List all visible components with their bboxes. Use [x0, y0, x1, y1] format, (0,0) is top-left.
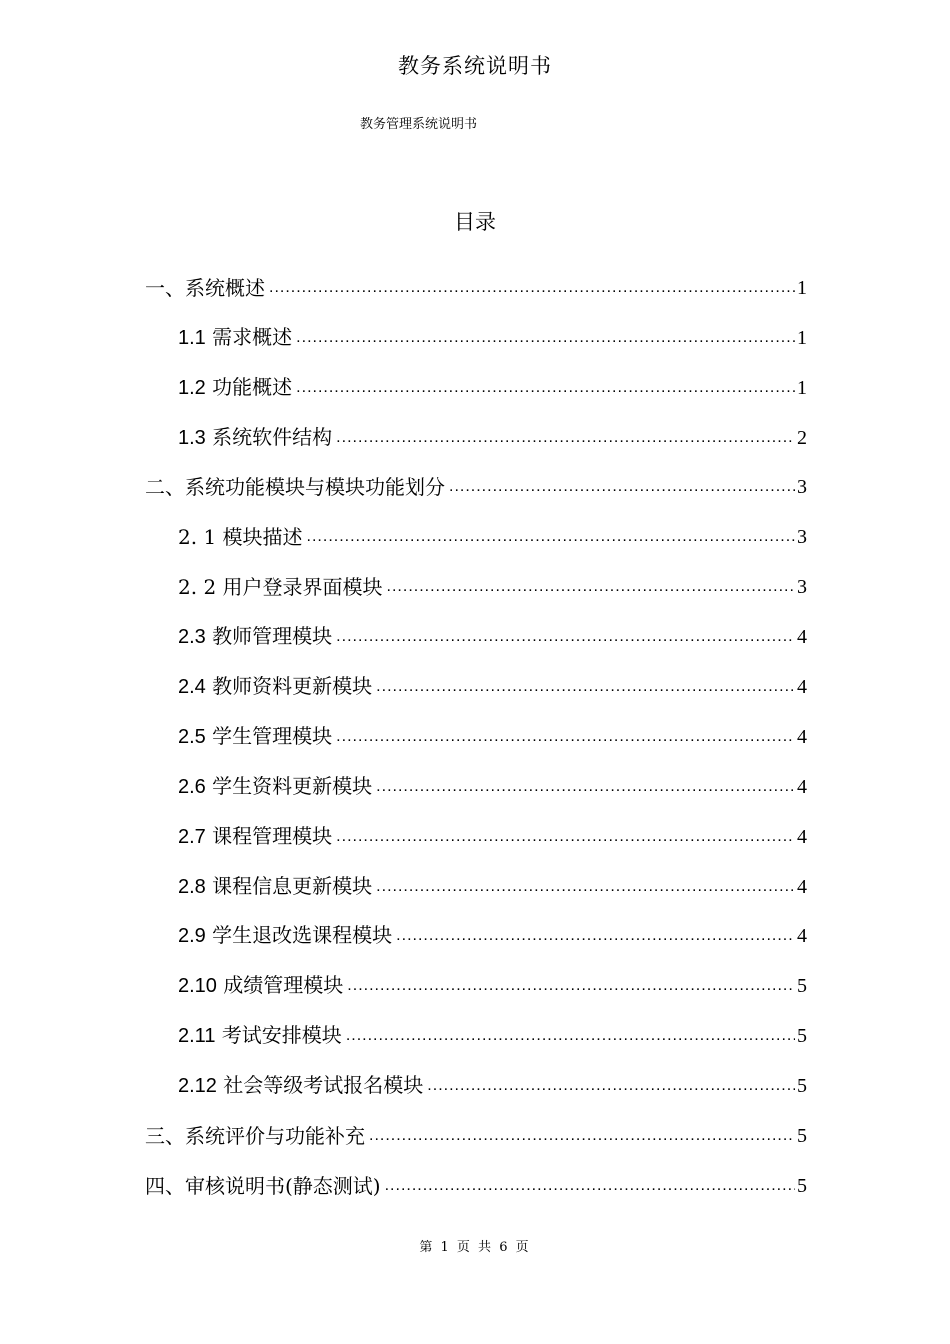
toc-entry-page-number: 1: [797, 276, 807, 299]
toc-dot-leader: [385, 1171, 795, 1201]
toc-dot-leader: [449, 472, 795, 502]
toc-entry-text: 四、审核说明书(静态测试): [145, 1173, 381, 1198]
toc-entry-number: 2.6: [178, 775, 206, 798]
toc-dot-leader: [369, 1121, 795, 1151]
table-of-contents: [145, 253, 807, 1201]
toc-entry-label: [178, 572, 383, 602]
toc-entry-number: 1.3: [178, 426, 206, 449]
toc-dot-leader: [347, 971, 795, 1001]
toc-entry-text: 模块描述: [222, 525, 303, 550]
toc-entry-label: [178, 1020, 342, 1051]
toc-entry-page-number: 3: [797, 476, 807, 499]
toc-entry-page-number: 3: [797, 526, 807, 549]
toc-entry[interactable]: [145, 752, 807, 802]
toc-entry-number: 2.10: [178, 975, 217, 998]
toc-entry[interactable]: [145, 303, 807, 353]
toc-dot-leader: [387, 572, 795, 602]
toc-entry-number: 2.3: [178, 626, 206, 649]
toc-entry-text: 需求概述: [212, 324, 293, 349]
toc-entry-label: [178, 671, 372, 702]
toc-dot-leader: [376, 872, 795, 902]
toc-entry-number: 2.8: [178, 875, 206, 898]
toc-entry[interactable]: [145, 852, 807, 902]
toc-entry-label: [178, 372, 292, 403]
toc-entry-page-number: 4: [797, 875, 807, 898]
toc-entry[interactable]: [145, 1051, 807, 1101]
document-subtitle: 教务管理系统说明书: [360, 117, 478, 132]
toc-entry[interactable]: [145, 1001, 807, 1051]
toc-entry-label: [178, 422, 332, 453]
toc-entry-page-number: 4: [797, 825, 807, 848]
toc-entry-label: [178, 522, 303, 552]
toc-dot-leader: [427, 1071, 795, 1101]
toc-entry-text: 一、系统概述: [145, 275, 265, 300]
toc-entry-label: [178, 1070, 423, 1101]
toc-entry-text: 课程信息更新模块: [212, 873, 373, 898]
toc-entry[interactable]: [145, 652, 807, 702]
toc-entry-text: 教师资料更新模块: [212, 674, 373, 699]
document-title: 教务系统说明书: [398, 54, 552, 78]
toc-entry-text: 学生退改选课程模块: [212, 923, 393, 948]
toc-entry-number: 2.5: [178, 725, 206, 748]
toc-entry-label: [178, 721, 332, 752]
toc-entry-number: 1.2: [178, 376, 206, 399]
toc-entry-page-number: 5: [797, 1125, 807, 1148]
toc-entry[interactable]: [145, 253, 807, 303]
toc-entry-label: [145, 273, 265, 303]
toc-entry-number: 2.4: [178, 676, 206, 699]
toc-entry-label: [178, 621, 332, 652]
toc-entry-page-number: 5: [797, 1025, 807, 1048]
toc-entry[interactable]: [145, 502, 807, 552]
toc-entry-label: [145, 472, 445, 502]
toc-dot-leader: [307, 522, 795, 552]
toc-dot-leader: [336, 822, 795, 852]
toc-entry-label: [145, 1171, 381, 1201]
toc-dot-leader: [336, 423, 795, 453]
toc-entry-label: [178, 821, 332, 852]
toc-entry-label: [178, 970, 343, 1001]
toc-entry-text: 学生管理模块: [212, 723, 333, 748]
toc-entry[interactable]: [145, 951, 807, 1001]
toc-entry-page-number: 4: [797, 676, 807, 699]
toc-entry-text: 课程管理模块: [212, 823, 333, 848]
toc-dot-leader: [376, 672, 795, 702]
toc-entry-page-number: 2: [797, 426, 807, 449]
toc-entry-text: 三、系统评价与功能补充: [145, 1124, 365, 1149]
toc-entry-page-number: 3: [797, 576, 807, 599]
toc-entry-label: [178, 871, 372, 902]
toc-dot-leader: [296, 373, 795, 403]
toc-entry-page-number: 1: [797, 376, 807, 399]
page-footer: 第 1 页 共 6 页: [419, 1240, 531, 1255]
toc-entry-text: 二、系统功能模块与模块功能划分: [145, 475, 445, 500]
toc-dot-leader: [336, 722, 795, 752]
toc-entry-text: 学生资料更新模块: [212, 773, 373, 798]
toc-dot-leader: [296, 323, 795, 353]
toc-entry[interactable]: [145, 1101, 807, 1151]
toc-entry[interactable]: [145, 353, 807, 403]
toc-entry[interactable]: [145, 702, 807, 752]
toc-entry[interactable]: [145, 552, 807, 602]
toc-dot-leader: [376, 772, 795, 802]
toc-entry-number: 2.7: [178, 825, 206, 848]
toc-entry-page-number: 5: [797, 1075, 807, 1098]
toc-entry-number: 2.9: [178, 925, 206, 948]
toc-entry-page-number: 4: [797, 775, 807, 798]
toc-entry[interactable]: [145, 453, 807, 503]
toc-entry-page-number: 4: [797, 725, 807, 748]
toc-entry-number: 2.12: [178, 1075, 217, 1098]
toc-entry-text: 教师管理模块: [212, 624, 333, 649]
toc-dot-leader: [336, 622, 795, 652]
toc-entry-number: 2. 2: [178, 575, 217, 600]
toc-entry-text: 功能概述: [212, 374, 293, 399]
toc-entry[interactable]: [145, 403, 807, 453]
toc-entry-label: [145, 1121, 365, 1151]
toc-entry-text: 系统软件结构: [212, 424, 333, 449]
toc-entry-label: [178, 771, 372, 802]
toc-entry-page-number: 5: [797, 975, 807, 998]
toc-dot-leader: [396, 921, 795, 951]
toc-entry-label: [178, 322, 292, 353]
toc-dot-leader: [346, 1021, 795, 1051]
toc-entry[interactable]: [145, 802, 807, 852]
toc-entry-text: 社会等级考试报名模块: [223, 1073, 424, 1098]
toc-dot-leader: [269, 273, 795, 303]
toc-entry-text: 考试安排模块: [221, 1023, 342, 1048]
toc-heading: 目录: [454, 210, 496, 234]
toc-entry[interactable]: [145, 902, 807, 952]
toc-entry-page-number: 1: [797, 326, 807, 349]
toc-entry-number: 2. 1: [178, 525, 217, 550]
toc-entry[interactable]: [145, 1151, 807, 1201]
toc-entry-page-number: 5: [797, 1174, 807, 1197]
toc-entry-number: 2.11: [178, 1025, 216, 1048]
toc-entry-page-number: 4: [797, 626, 807, 649]
toc-entry-text: 成绩管理模块: [223, 973, 344, 998]
toc-entry-number: 1.1: [178, 326, 206, 349]
toc-entry-text: 用户登录界面模块: [222, 575, 383, 600]
toc-entry[interactable]: [145, 602, 807, 652]
toc-entry-label: [178, 920, 392, 951]
toc-entry-page-number: 4: [797, 925, 807, 948]
